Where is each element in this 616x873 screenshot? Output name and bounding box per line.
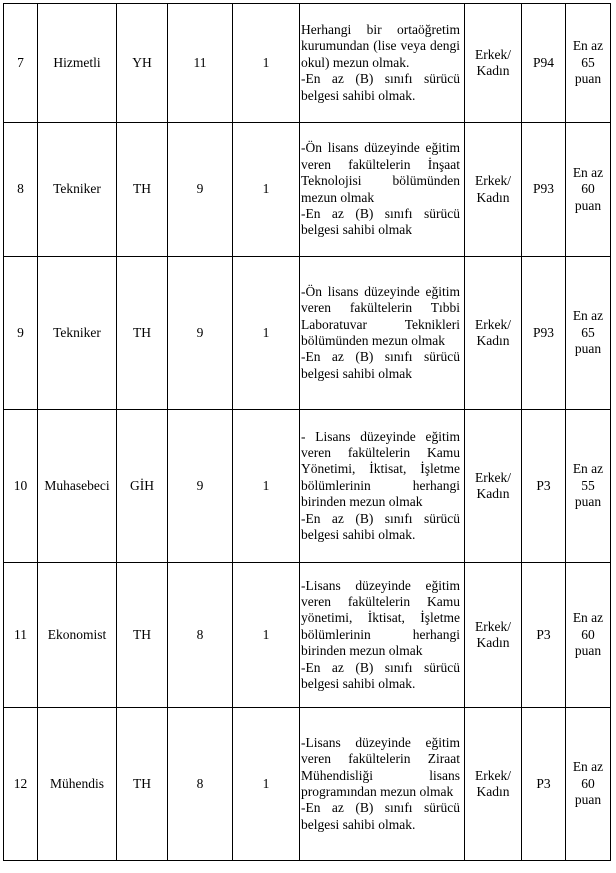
requirement-license: -En az (B) sınıfı sürücü belgesi sahibi olmak (301, 349, 460, 381)
gender: Erkek/ Kadın (465, 708, 522, 861)
minimum-score: En az 65 puan (566, 4, 611, 123)
table-row (4, 257, 611, 410)
row-number: 8 (4, 123, 38, 257)
grade: 11 (168, 4, 233, 123)
requirement-license: -En az (B) sınıfı sürücü belgesi sahibi olmak. (301, 71, 460, 103)
row-number: 7 (4, 4, 38, 123)
kpss-score-type: P94 (522, 4, 566, 123)
kpss-score-type: P3 (522, 708, 566, 861)
kpss-score-type: P3 (522, 563, 566, 708)
service-class: TH (117, 708, 168, 861)
row-number: 9 (4, 257, 38, 410)
position-count: 1 (233, 410, 300, 563)
requirements (300, 563, 465, 708)
requirements (300, 410, 465, 563)
position-count: 1 (233, 123, 300, 257)
gender: Erkek/ Kadın (465, 123, 522, 257)
minimum-score: En az 60 puan (566, 708, 611, 861)
minimum-score: En az 55 puan (566, 410, 611, 563)
requirements (300, 708, 465, 861)
gender: Erkek/ Kadın (465, 410, 522, 563)
requirements (300, 4, 465, 123)
requirement-education: -Ön lisans düzeyinde eğitim veren fakültelerin İnşaat Teknolojisi bölümünden mezun olmak (301, 140, 460, 205)
requirement-education: -Lisans düzeyinde eğitim veren fakültelerin Kamu yönetimi, İktisat, İşletme bölümlerinin herhangi birinden mezun olmak (301, 577, 460, 659)
requirement-license: -En az (B) sınıfı sürücü belgesi sahibi olmak (301, 205, 460, 238)
table-row (4, 410, 611, 563)
row-number: 11 (4, 563, 38, 708)
positions-table (3, 3, 611, 861)
requirement-license: -En az (B) sınıfı sürücü belgesi sahibi olmak. (301, 510, 460, 543)
table-row (4, 4, 611, 123)
service-class: GİH (117, 410, 168, 563)
position-count: 1 (233, 563, 300, 708)
gender: Erkek/ Kadın (465, 563, 522, 708)
minimum-score: En az 65 puan (566, 257, 611, 410)
requirement-education: Herhangi bir ortaöğretim kurumundan (lise veya dengi okul) mezun olmak. (301, 21, 460, 70)
kpss-score-type: P93 (522, 123, 566, 257)
minimum-score: En az 60 puan (566, 563, 611, 708)
requirement-education: -Lisans düzeyinde eğitim veren fakültelerin Ziraat Mühendisliği lisans programından mezun olmak (301, 734, 460, 799)
requirement-education: - Lisans düzeyinde eğitim veren fakültelerin Kamu Yönetimi, İktisat, İşletme bölümlerinin herhangi birinden mezun olmak (301, 428, 460, 510)
position-title: Mühendis (38, 708, 117, 861)
table-row (4, 123, 611, 257)
table-row (4, 563, 611, 708)
requirement-license: -En az (B) sınıfı sürücü belgesi sahibi olmak. (301, 659, 460, 692)
grade: 8 (168, 563, 233, 708)
kpss-score-type: P3 (522, 410, 566, 563)
grade: 9 (168, 123, 233, 257)
row-number: 10 (4, 410, 38, 563)
requirement-license: -En az (B) sınıfı sürücü belgesi sahibi olmak. (301, 800, 460, 832)
requirements (300, 123, 465, 257)
position-count: 1 (233, 4, 300, 123)
kpss-score-type: P93 (522, 257, 566, 410)
service-class: TH (117, 257, 168, 410)
position-title: Hizmetli (38, 4, 117, 123)
position-title: Tekniker (38, 123, 117, 257)
minimum-score: En az 60 puan (566, 123, 611, 257)
service-class: YH (117, 4, 168, 123)
row-number: 12 (4, 708, 38, 861)
grade: 9 (168, 257, 233, 410)
position-count: 1 (233, 708, 300, 861)
gender: Erkek/ Kadın (465, 4, 522, 123)
grade: 9 (168, 410, 233, 563)
service-class: TH (117, 123, 168, 257)
service-class: TH (117, 563, 168, 708)
position-title: Tekniker (38, 257, 117, 410)
position-title: Muhasebeci (38, 410, 117, 563)
grade: 8 (168, 708, 233, 861)
table-row (4, 708, 611, 861)
position-count: 1 (233, 257, 300, 410)
requirement-education: -Ön lisans düzeyinde eğitim veren fakültelerin Tıbbi Laboratuvar Teknikleri bölümünden mezun olmak (301, 283, 460, 348)
position-title: Ekonomist (38, 563, 117, 708)
requirements (300, 257, 465, 410)
gender: Erkek/ Kadın (465, 257, 522, 410)
